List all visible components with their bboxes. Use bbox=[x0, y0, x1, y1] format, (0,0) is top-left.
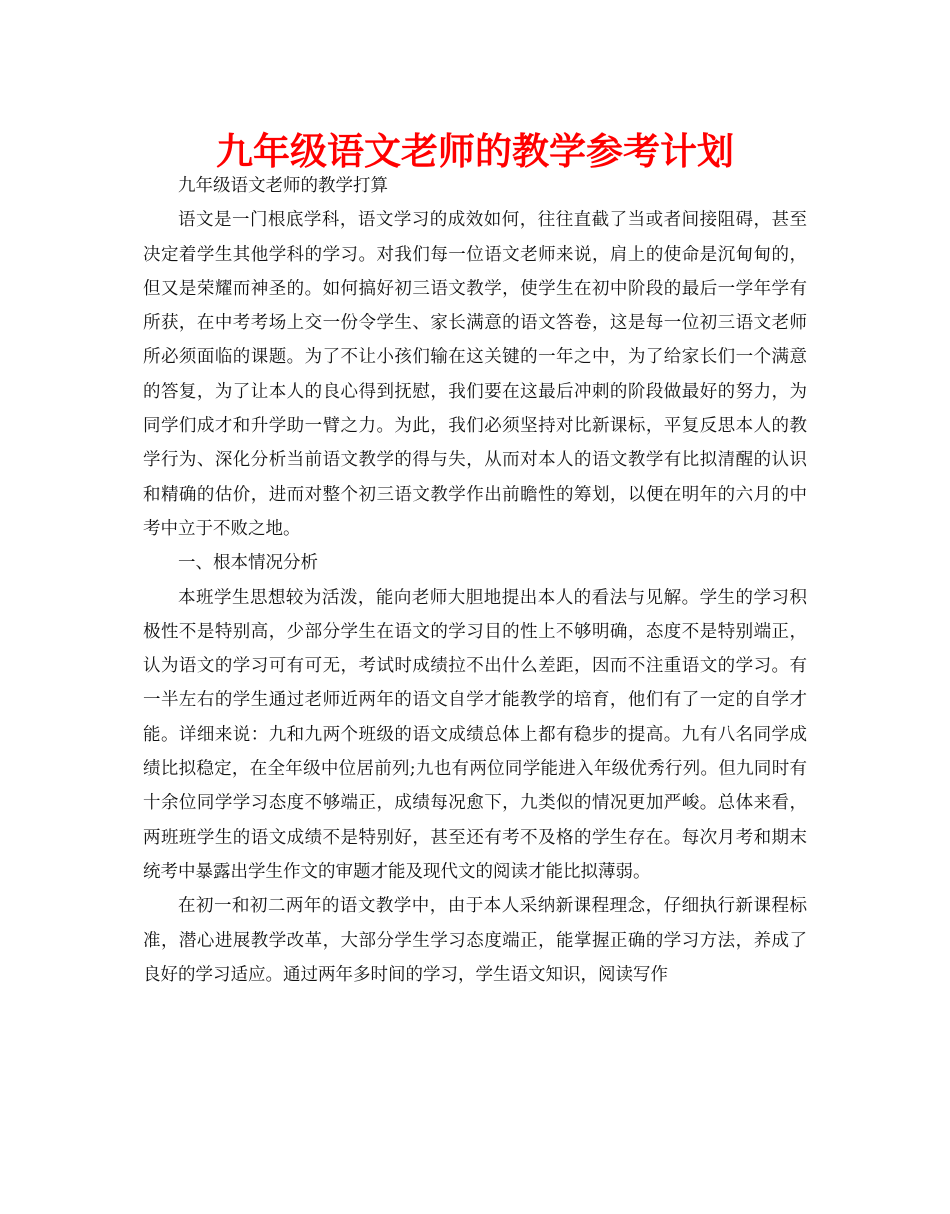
paragraph-teaching: 在初一和初二两年的语文教学中，由于本人采纳新课程理念，仔细执行新课程标准，潜心进展教学改革，大部分学生学习态度端正，能掌握正确的学习方法，养成了良好的学习适应。通过两年多时间的学习，学生语文知识，阅读写作 bbox=[143, 896, 807, 985]
document-body bbox=[143, 169, 807, 992]
document-title: 九年级语文老师的教学参考计划 bbox=[216, 129, 734, 173]
document-subtitle: 九年级语文老师的教学打算 bbox=[178, 176, 388, 196]
paragraph-intro: 语文是一门根底学科，语文学习的成效如何，往往直截了当或者间接阻碍，甚至决定着学生其他学科的学习。对我们每一位语文老师来说，肩上的使命是沉甸甸的，但又是荣耀而神圣的。如何搞好初三语文教学，使学生在初中阶段的最后一学年学有所获，在中考考场上交一份令学生、家长满意的语文答卷，这是每一位初三语文老师所必须面临的课题。为了不让小孩们输在这关键的一年之中，为了给家长们一个满意的答复，为了让本人的良心得到抚慰，我们要在这最后冲刺的阶段做最好的努力，为同学们成才和升学助一臂之力。为此，我们必须坚持对比新课标，平复反思本人的教学行为、深化分析当前语文教学的得与失，从而对本人的语文教学有比拟清醒的认识和精确的估价，进而对整个初三语文教学作出前瞻性的筹划，以便在明年的六月的中考中立于不败之地。 bbox=[143, 210, 807, 539]
paragraph-analysis: 本班学生思想较为活泼，能向老师大胆地提出本人的看法与见解。学生的学习积极性不是特别高，少部分学生在语文的学习目的性上不够明确，态度不是特别端正，认为语文的学习可有可无，考试时成绩拉不出什么差距，因而不注重语文的学习。有一半左右的学生通过老师近两年的语文自学才能教学的培育，他们有了一定的自学才能。详细来说：九和九两个班级的语文成绩总体上都有稳步的提高。九有八名同学成绩比拟稳定，在全年级中位居前列;九也有两位同学能进入年级优秀行列。但九同时有十余位同学学习态度不够端正，成绩每况愈下，九类似的情况更加严峻。总体来看，两班班学生的语文成绩不是特别好，甚至还有考不及格的学生存在。每次月考和期末统考中暴露出学生作文的审题才能及现代文的阅读才能比拟薄弱。 bbox=[143, 587, 807, 882]
section-heading: 一、根本情况分析 bbox=[178, 553, 318, 574]
